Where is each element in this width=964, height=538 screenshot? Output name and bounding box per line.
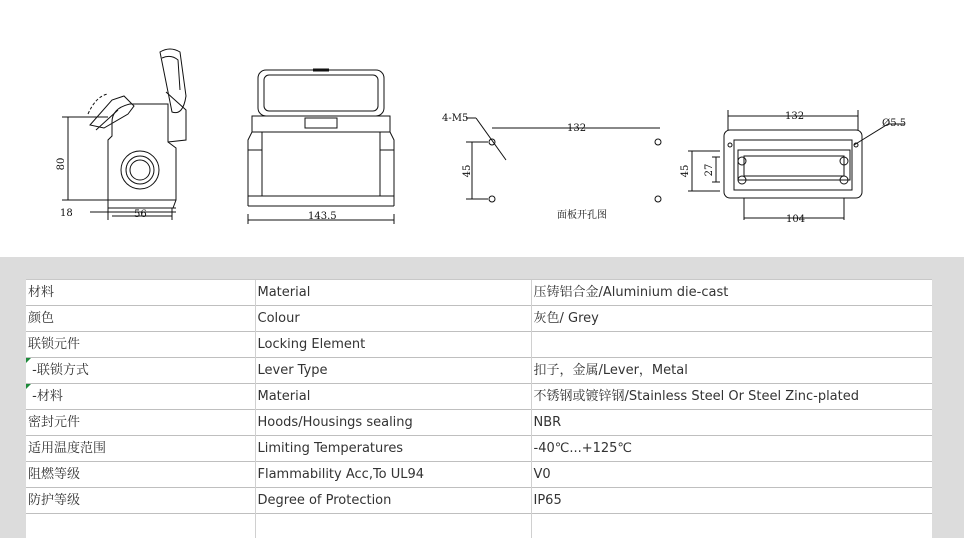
cell-text: Hoods/Housings sealing <box>257 415 413 430</box>
cell-text: 联锁元件 <box>28 337 81 352</box>
cell-text: 压铸铝合金/Aluminium die-cast <box>533 285 729 300</box>
top-view <box>688 110 907 220</box>
dim-top-height: 45 <box>680 164 691 178</box>
table-row <box>26 332 932 358</box>
value-cell <box>531 280 932 306</box>
property-cn-cell <box>26 280 255 306</box>
cell-text: Flammability Acc,To UL94 <box>257 467 425 482</box>
property-cn-cell <box>26 306 255 332</box>
value-cell <box>531 332 932 358</box>
hole-label: 4-M5 <box>442 113 469 124</box>
property-cn-cell <box>26 332 255 358</box>
value-cell <box>531 384 932 410</box>
dim-front-width: 143.5 <box>308 211 337 222</box>
value-cell <box>531 436 932 462</box>
side-view <box>62 49 186 220</box>
technical-drawing <box>0 0 964 257</box>
spec-table <box>26 279 932 538</box>
property-en-cell <box>255 462 531 488</box>
cell-text: -材料 <box>28 389 63 404</box>
property-en-cell <box>255 514 531 538</box>
property-en-cell <box>255 410 531 436</box>
cell-text: 密封元件 <box>28 415 81 430</box>
cell-text: Degree of Protection <box>257 493 392 508</box>
dim-side-base: 56 <box>134 209 147 220</box>
property-cn-cell <box>26 358 255 384</box>
property-en-cell <box>255 280 531 306</box>
cell-text: V0 <box>533 467 551 482</box>
value-cell <box>531 488 932 514</box>
property-en-cell <box>255 358 531 384</box>
panel-cutout <box>466 118 661 202</box>
cell-text: 适用温度范围 <box>28 441 107 456</box>
table-row <box>26 384 932 410</box>
table-row <box>26 410 932 436</box>
dim-top-inner: 27 <box>704 163 715 177</box>
cell-text: Locking Element <box>257 337 366 352</box>
comment-flag-icon <box>26 358 31 363</box>
cell-text: 颜色 <box>28 311 55 326</box>
cell-text: NBR <box>533 415 562 430</box>
cell-text: -联锁方式 <box>28 363 89 378</box>
property-en-cell <box>255 332 531 358</box>
property-en-cell <box>255 488 531 514</box>
cell-text: 防护等级 <box>28 493 81 508</box>
dim-cutout-vertical: 45 <box>462 164 473 178</box>
cell-text: 扣子，金属/Lever，Metal <box>533 363 688 378</box>
dim-top-width: 132 <box>785 111 805 122</box>
table-row <box>26 358 932 384</box>
cell-text: Lever Type <box>257 363 328 378</box>
property-cn-cell <box>26 410 255 436</box>
table-row <box>26 514 932 538</box>
cell-text: 材料 <box>28 285 55 300</box>
cell-text: Limiting Temperatures <box>257 441 404 456</box>
property-en-cell <box>255 306 531 332</box>
cell-text: Colour <box>257 311 300 326</box>
value-cell <box>531 410 932 436</box>
cell-text: -40℃...+125℃ <box>533 441 633 456</box>
property-cn-cell <box>26 436 255 462</box>
property-en-cell <box>255 436 531 462</box>
property-en-cell <box>255 384 531 410</box>
dim-side-height: 80 <box>56 157 67 171</box>
value-cell <box>531 462 932 488</box>
cell-text: 灰色/ Grey <box>533 311 599 326</box>
value-cell <box>531 514 932 538</box>
drawing-canvas <box>0 0 964 257</box>
value-cell <box>531 306 932 332</box>
cutout-caption: 面板开孔图 <box>557 210 607 221</box>
table-row <box>26 306 932 332</box>
dim-side-offset: 18 <box>60 208 73 219</box>
property-cn-cell <box>26 462 255 488</box>
dim-bottom-width: 104 <box>786 214 806 225</box>
dim-hole-diameter: Ø5.5 <box>882 118 907 129</box>
cell-text: 阻燃等级 <box>28 467 81 482</box>
table-row <box>26 462 932 488</box>
property-cn-cell <box>26 488 255 514</box>
table-row <box>26 436 932 462</box>
table-row <box>26 280 932 306</box>
front-view <box>248 70 394 224</box>
cell-text: IP65 <box>533 493 562 508</box>
dim-cutout-horizontal: 132 <box>567 123 587 134</box>
property-cn-cell <box>26 514 255 538</box>
cell-text: Material <box>257 389 311 404</box>
cell-text: Material <box>257 285 311 300</box>
value-cell <box>531 358 932 384</box>
table-row <box>26 488 932 514</box>
comment-flag-icon <box>26 384 31 389</box>
property-cn-cell <box>26 384 255 410</box>
cell-text: 不锈钢或镀锌钢/Stainless Steel Or Steel Zinc-plated <box>533 389 859 404</box>
